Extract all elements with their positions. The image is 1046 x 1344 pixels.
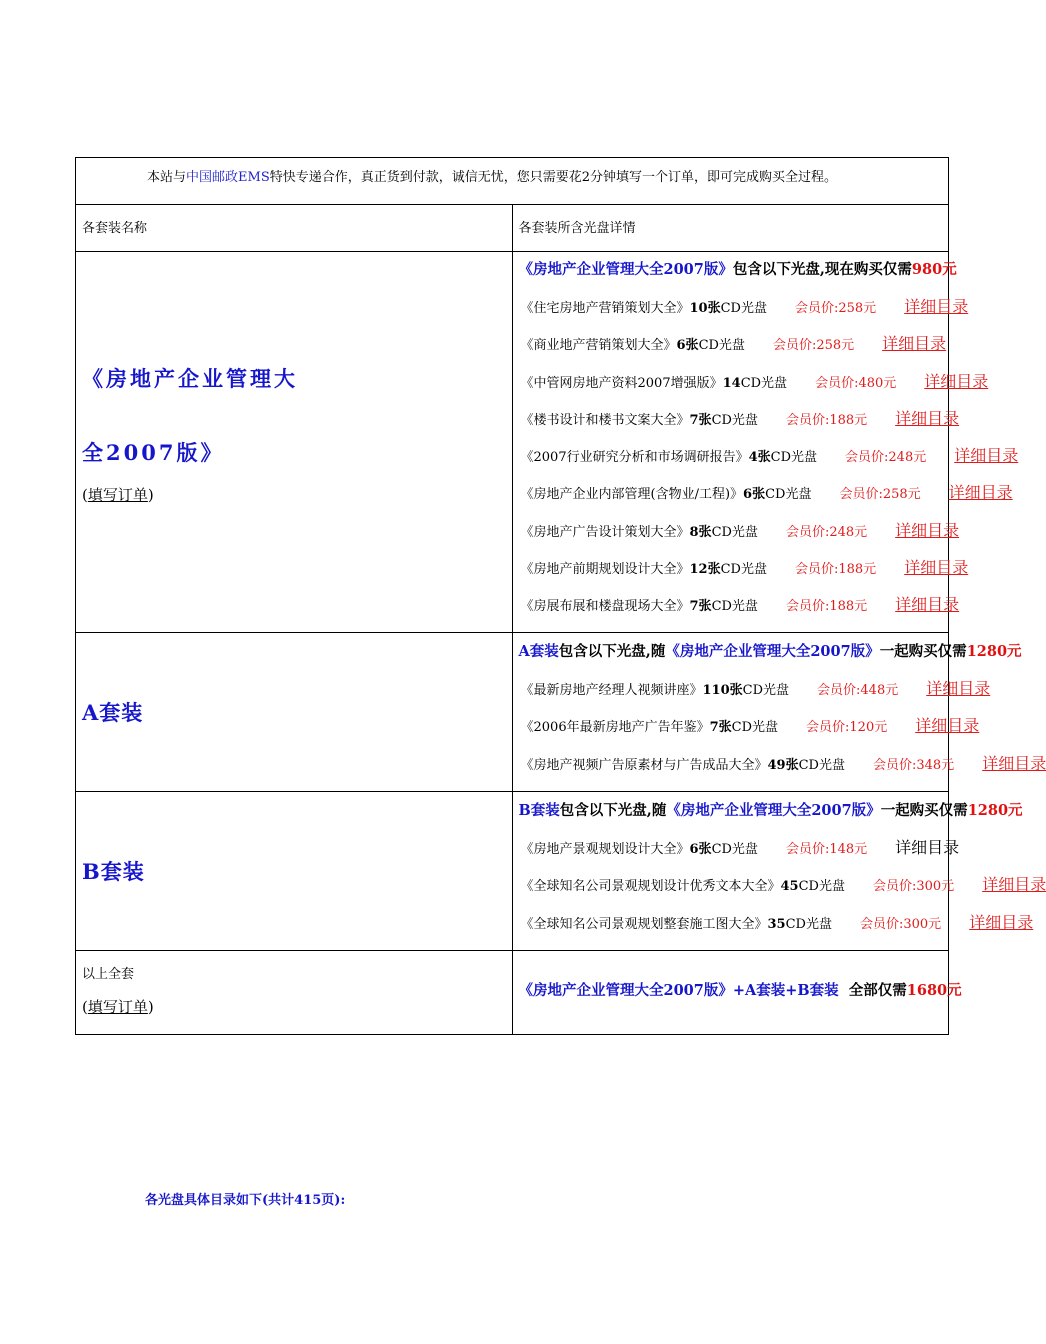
set-b-title-mid: 包含以下光盘,随 <box>559 802 667 819</box>
disc-item-row <box>513 325 949 362</box>
disc-name: 《房地产企业内部管理(含物业/工程)》 <box>520 487 744 503</box>
intro-before: 本站与 <box>147 170 187 185</box>
member-price: 会员价:258元 <box>794 301 877 316</box>
detail-catalog-link[interactable]: 详细目录 <box>904 297 969 316</box>
main-set-name-cell <box>76 252 513 633</box>
disc-unit: CD光盘 <box>711 599 758 615</box>
member-price: 会员价:148元 <box>785 842 868 857</box>
disc-unit: CD光盘 <box>720 562 767 578</box>
member-price: 会员价:248元 <box>785 524 868 540</box>
fill-order-link[interactable]: 填写订单 <box>87 486 148 504</box>
detail-catalog-link[interactable]: 详细目录 <box>924 371 989 391</box>
disc-count: 6张 <box>676 338 699 354</box>
all-set-fill-order: (填写订单) <box>82 998 154 1016</box>
disc-unit: CD光盘 <box>798 879 845 895</box>
all-set-line-blue: 《房地产企业管理大全2007版》+A套装+B套装 <box>518 982 839 999</box>
set-a-title-a: A套装 <box>518 643 559 660</box>
intro-partner: 中国邮政EMS <box>186 170 270 185</box>
member-price: 会员价:480元 <box>815 375 897 391</box>
disc-unit: CD光盘 <box>720 301 767 316</box>
set-a-name: A套装 <box>82 700 144 725</box>
main-set-title-black: 包含以下光盘,现在购买仅需 <box>732 261 912 278</box>
member-price: 会员价:248元 <box>845 450 927 466</box>
member-price: 会员价:448元 <box>817 683 899 698</box>
disc-name: 《全球知名公司景观规划设计优秀文本大全》 <box>520 879 781 895</box>
detail-catalog-link[interactable]: 详细目录 <box>882 334 947 354</box>
all-set-line-price: 1680元 <box>906 982 962 999</box>
detail-catalog-link[interactable]: 详细目录 <box>895 520 960 540</box>
header-col1-cell <box>76 205 513 252</box>
set-b-title-a: B套装 <box>518 802 560 819</box>
member-price: 会员价:258元 <box>839 487 921 503</box>
disc-count: 7张 <box>689 599 712 615</box>
disc-item-row <box>513 745 1046 782</box>
disc-name: 《中管网房地产资料2007增强版》 <box>520 375 723 391</box>
member-price: 会员价:258元 <box>772 338 855 354</box>
disc-item-row <box>513 586 960 623</box>
disc-count: 6张 <box>689 842 712 857</box>
header-col2-cell <box>512 205 949 252</box>
disc-item-row <box>513 474 1013 511</box>
intro-text <box>76 158 948 187</box>
disc-name: 《商业地产营销策划大全》 <box>520 338 677 354</box>
disc-unit: CD光盘 <box>770 450 818 466</box>
set-b-name-cell <box>76 792 513 951</box>
main-set-name-line2: 全2007版》 <box>82 440 225 465</box>
disc-name: 《房地产广告设计策划大全》 <box>520 524 690 540</box>
detail-catalog-link[interactable]: 详细目录 <box>895 838 960 857</box>
disc-unit: CD光盘 <box>785 916 832 932</box>
detail-catalog-link[interactable]: 详细目录 <box>895 408 960 428</box>
disc-count: 49张 <box>767 757 799 773</box>
set-a-name-cell <box>76 633 513 792</box>
disc-count: 12张 <box>689 562 721 578</box>
detail-catalog-link[interactable]: 详细目录 <box>904 558 969 578</box>
detail-catalog-link[interactable]: 详细目录 <box>895 595 960 615</box>
disc-count: 7张 <box>689 412 712 428</box>
disc-item-row <box>513 437 1019 474</box>
disc-item-row <box>513 707 980 744</box>
disc-unit: CD光盘 <box>711 842 758 857</box>
main-set-title-blue: 《房地产企业管理大全2007版》 <box>518 261 733 278</box>
member-price: 会员价:188元 <box>785 412 868 428</box>
all-set-line-black: 全部仅需 <box>848 982 907 999</box>
main-set-detail-cell <box>512 252 1019 633</box>
disc-item-row <box>513 363 989 400</box>
set-a-item-list <box>513 670 1046 782</box>
disc-unit: CD光盘 <box>711 412 758 428</box>
disc-name: 《房地产前期规划设计大全》 <box>520 562 690 578</box>
detail-catalog-link[interactable]: 详细目录 <box>926 679 991 698</box>
disc-item-row <box>513 904 1034 941</box>
disc-name: 《最新房地产经理人视频讲座》 <box>520 683 703 698</box>
package-table <box>75 157 1046 1035</box>
disc-name: 《全球知名公司景观规划整套施工图大全》 <box>520 916 768 932</box>
disc-count: 110张 <box>702 683 743 698</box>
member-price: 会员价:300元 <box>859 916 942 932</box>
set-a-detail-cell <box>512 633 1046 792</box>
fill-order-link[interactable]: 填写订单 <box>87 998 148 1016</box>
disc-name: 《2007行业研究分析和市场调研报告》 <box>520 450 749 466</box>
disc-item-row <box>513 670 991 707</box>
disc-unit: CD光盘 <box>731 720 779 736</box>
disc-item-row <box>513 400 960 437</box>
main-set-fill-order: (填写订单) <box>82 486 154 504</box>
detail-catalog-link[interactable]: 详细目录 <box>982 753 1046 773</box>
set-b-title-price: 1280元 <box>967 802 1023 819</box>
set-a-title-mid: 包含以下光盘,随 <box>558 643 666 660</box>
detail-catalog-link[interactable]: 详细目录 <box>948 483 1013 503</box>
disc-count: 35 <box>767 916 786 932</box>
disc-name: 《楼书设计和楼书文案大全》 <box>520 412 690 428</box>
detail-catalog-link[interactable]: 详细目录 <box>954 446 1019 466</box>
disc-unit: CD光盘 <box>742 683 790 698</box>
disc-count: 14 <box>722 375 741 391</box>
main-set-name-line1: 《房地产企业管理大 <box>82 366 298 391</box>
set-b-title-black: 一起购买仅需 <box>880 802 968 819</box>
main-set-title <box>513 251 957 288</box>
set-a-title-price: 1280元 <box>966 643 1022 660</box>
detail-catalog-link[interactable]: 详细目录 <box>982 875 1046 895</box>
disc-name: 《住宅房地产营销策划大全》 <box>520 301 690 316</box>
disc-name: 《房地产景观规划设计大全》 <box>520 842 690 857</box>
disc-count: 4张 <box>748 450 771 466</box>
catalog-footer-note: 各光盘具体目录如下(共计415页): <box>145 1193 346 1208</box>
disc-name: 《2006年最新房地产广告年鉴》 <box>520 720 710 736</box>
member-price: 会员价:120元 <box>806 720 888 736</box>
detail-catalog-link[interactable]: 详细目录 <box>915 716 980 736</box>
intro-row <box>76 158 949 205</box>
set-a-title-blue: 《房地产企业管理大全2007版》 <box>665 643 880 660</box>
disc-unit: CD光盘 <box>711 524 758 540</box>
intro-after: 特快专递合作，真正货到付款，诚信无忧，您只需要花2分钟填写一个订单，即可完成购买全过程。 <box>269 170 838 185</box>
disc-item-row <box>513 866 1046 903</box>
disc-item-row <box>513 549 969 586</box>
disc-count: 7张 <box>709 720 732 736</box>
disc-count: 8张 <box>689 524 712 540</box>
all-set-name-cell <box>76 951 513 1035</box>
disc-name: 《房地产视频广告原素材与广告成品大全》 <box>520 757 768 773</box>
disc-unit: CD光盘 <box>765 487 812 503</box>
header-col1: 各套装名称 <box>82 221 148 236</box>
all-set-label: 以上全套 <box>82 967 135 982</box>
disc-count: 6张 <box>743 487 766 503</box>
header-col2: 各套装所含光盘详情 <box>518 221 636 236</box>
disc-item-row <box>513 288 969 325</box>
disc-unit: CD光盘 <box>698 338 745 354</box>
set-b-title-blue: 《房地产企业管理大全2007版》 <box>666 802 881 819</box>
member-price: 会员价:188元 <box>794 562 877 578</box>
set-b-item-list <box>513 829 1046 941</box>
main-set-title-price: 980元 <box>911 261 957 278</box>
set-b-title <box>513 792 1023 829</box>
set-b-name: B套装 <box>82 859 145 884</box>
all-set-line <box>513 951 962 1000</box>
set-b-detail-cell <box>512 792 1046 951</box>
disc-item-row <box>513 829 960 866</box>
disc-name: 《房展布展和楼盘现场大全》 <box>520 599 690 615</box>
disc-unit: CD光盘 <box>798 757 845 773</box>
all-set-detail-cell <box>512 951 962 1035</box>
member-price: 会员价:348元 <box>872 757 955 773</box>
set-a-title-black: 一起购买仅需 <box>879 643 967 660</box>
main-set-item-list <box>513 288 1019 624</box>
detail-catalog-link[interactable]: 详细目录 <box>969 912 1034 932</box>
disc-item-row <box>513 512 960 549</box>
disc-count: 45 <box>780 879 799 895</box>
disc-count: 10张 <box>689 301 721 316</box>
disc-unit: CD光盘 <box>740 375 788 391</box>
member-price: 会员价:300元 <box>872 879 955 895</box>
set-a-title <box>513 633 1022 670</box>
member-price: 会员价:188元 <box>785 599 868 615</box>
